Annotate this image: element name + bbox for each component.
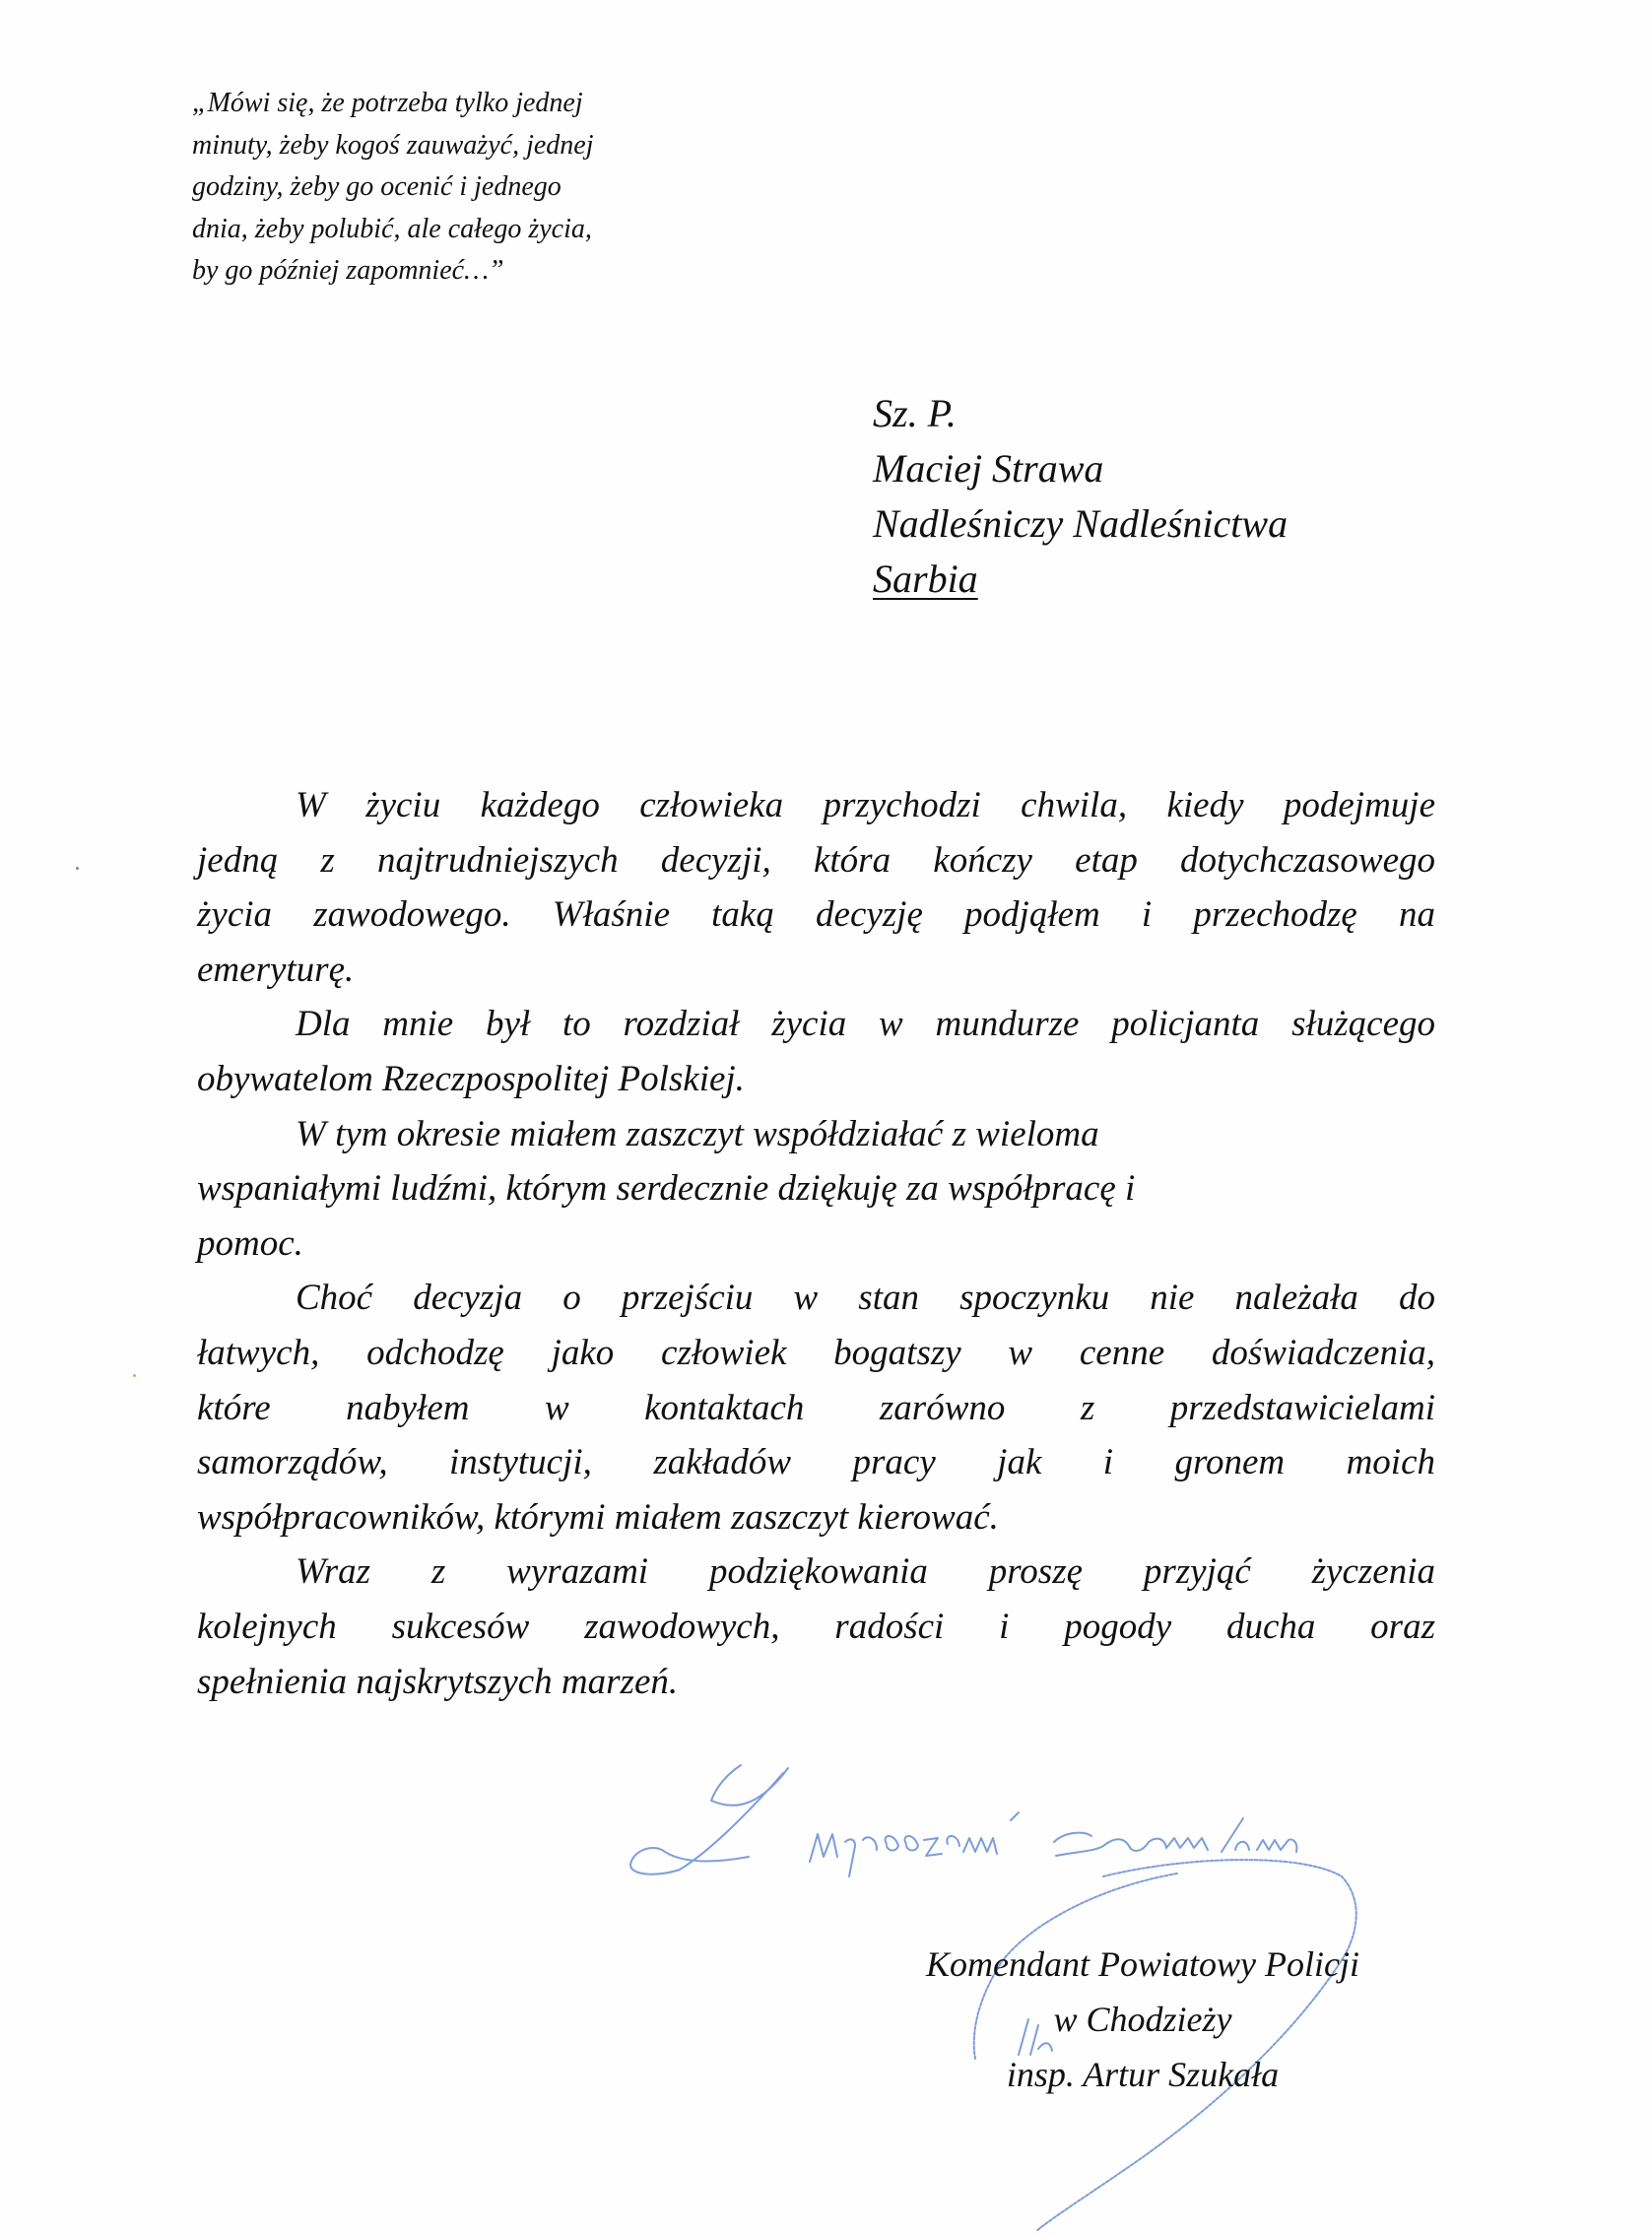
body-line: życia zawodowego. Właśnie taką decyzję podjąłem i przechodzę na (197, 894, 1435, 936)
body-line: współpracowników, którymi miałem zaszczyt kierować. (197, 1496, 999, 1538)
body-line: obywatelom Rzeczpospolitej Polskiej. (197, 1058, 745, 1099)
epigraph-quote (192, 83, 704, 293)
body-line: W życiu każdego człowieka przychodzi chwila, kiedy podejmuje (296, 785, 1435, 825)
body-line: które nabyłem w kontaktach zarówno z przedstawicielami (197, 1387, 1435, 1428)
signatory-position: Komendant Powiatowy Policji (926, 1944, 1359, 1984)
body-line: pomoc. (197, 1222, 303, 1264)
paper-speck (76, 867, 79, 870)
body-line: Choć decyzja o przejściu w stan spoczynku nie należała do (296, 1278, 1435, 1319)
quote-line: minuty, żeby kogoś zauważyć, jednej (192, 129, 594, 161)
body-line: emeryturę. (197, 949, 355, 990)
quote-line: dnia, żeby polubić, ale całego życia, (192, 213, 592, 244)
body-line: samorządów, instytucji, zakładów pracy jak i gronem moich (197, 1442, 1435, 1483)
signature-block (867, 1937, 1419, 2102)
handwriting-szacunku-stroke (1054, 1818, 1296, 1856)
body-line: łatwych, odchodzę jako człowiek bogatszy w cenne doświadczenia, (197, 1332, 1435, 1373)
quote-line: „Mówi się, że potrzeba tylko jednej (192, 88, 583, 118)
body-line: Wraz z wyrazami podziękowania proszę przyjąć życzenia (296, 1551, 1435, 1593)
body-line: Dla mnie był to rozdział życia w mundurze policjanta służącego (296, 1004, 1435, 1045)
recipient-salutation: Sz. P. (873, 391, 957, 435)
quote-line: by go później zapomnieć…” (192, 255, 504, 286)
signatory-location: w Chodzieży (1053, 2000, 1232, 2039)
handwriting-wyrazami-stroke (810, 1812, 1019, 1876)
letter-body (197, 778, 1435, 1709)
quote-line: godziny, żeby go ocenić i jednego (192, 171, 562, 202)
recipient-title: Nadleśniczy Nadleśnictwa (873, 501, 1289, 546)
body-line: spełnienia najskrytszych marzeń. (197, 1661, 679, 1702)
handwriting-z-stroke (630, 1765, 788, 1874)
body-line: W tym okresie miałem zaszczyt współdziałać z wieloma (296, 1113, 1099, 1154)
body-line: wspaniałymi ludźmi, którym serdecznie dziękuję za współpracę i (197, 1168, 1136, 1210)
signatory-name: insp. Artur Szukała (1006, 2055, 1280, 2094)
paper-speck (133, 1374, 136, 1377)
recipient-name: Maciej Strawa (873, 446, 1104, 491)
body-line: kolejnych sukcesów zawodowych, radości i pogody ducha oraz (197, 1606, 1435, 1647)
recipient-place: Sarbia (873, 557, 978, 601)
body-line: jedną z najtrudniejszych decyzji, która kończy etap dotychczasowego (197, 839, 1435, 881)
recipient-address (873, 386, 1288, 607)
